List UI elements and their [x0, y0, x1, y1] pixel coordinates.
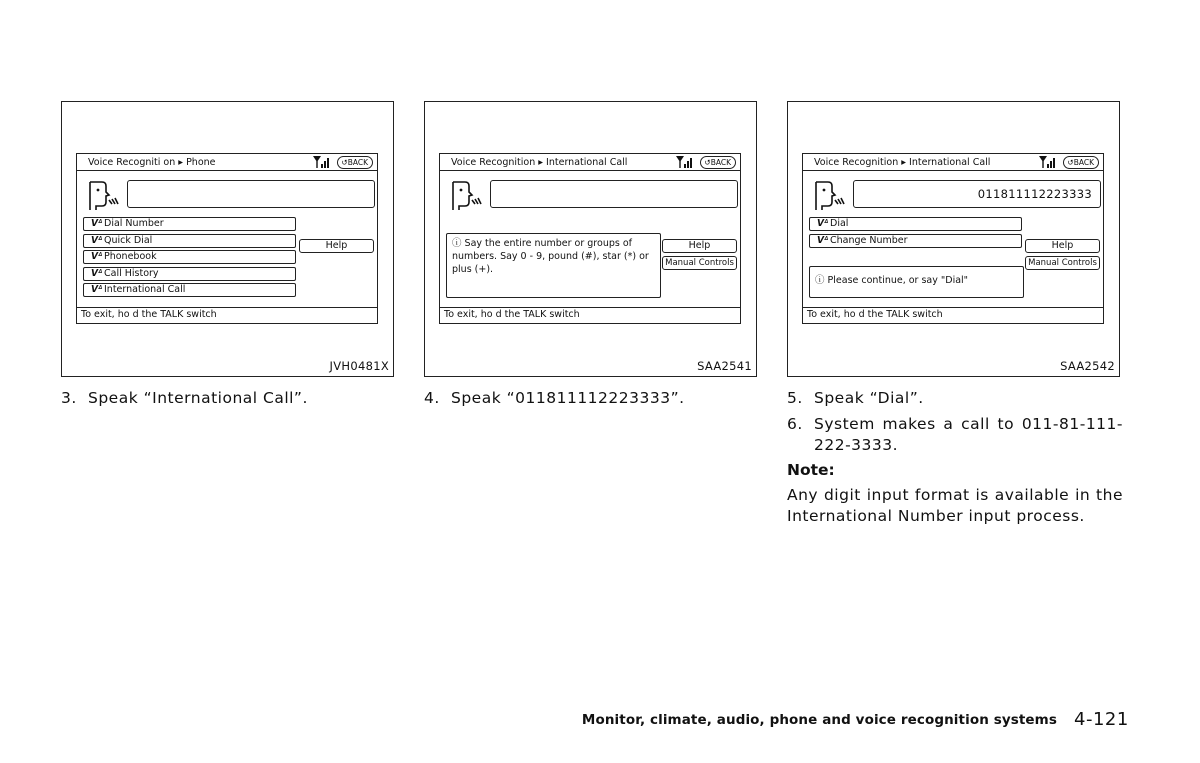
- voice-command-icon: ᐯᐞ: [91, 252, 103, 262]
- menu-item-change-number[interactable]: ᐯᐞChange Number: [809, 234, 1022, 248]
- menu-item-quick-dial[interactable]: ᐯᐞQuick Dial: [83, 234, 296, 248]
- speech-input-box: [490, 180, 738, 208]
- section-title: Monitor, climate, audio, phone and voice recognition systems: [581, 712, 1057, 728]
- step-4: 4. Speak “011811112223333”.: [424, 389, 685, 407]
- screen-international-call-number: [802, 153, 1104, 324]
- screen-title: Voice Recognition ▸ International Call: [803, 154, 1103, 171]
- figure-id: SAA2542: [1060, 359, 1115, 373]
- voice-command-icon: ᐯᐞ: [91, 269, 103, 279]
- signal-icon: [676, 156, 694, 168]
- manual-controls-button[interactable]: Manual Controls: [662, 256, 737, 270]
- info-icon: ⓘ: [452, 238, 462, 249]
- voice-head-icon: [449, 180, 483, 212]
- screen-title: Voice Recogniti on ▸ Phone: [77, 154, 377, 171]
- back-button[interactable]: ↺BACK: [337, 156, 373, 169]
- step-3: 3. Speak “International Call”.: [61, 389, 308, 407]
- menu-item-phonebook[interactable]: ᐯᐞPhonebook: [83, 250, 296, 264]
- help-button[interactable]: Help: [662, 239, 737, 253]
- signal-icon: [1039, 156, 1057, 168]
- note-text: Any digit input format is available in the International Number input process.: [787, 486, 1123, 525]
- screen-footer: To exit, ho d the TALK switch: [440, 307, 740, 323]
- help-button[interactable]: Help: [299, 239, 374, 253]
- voice-command-icon: ᐯᐞ: [817, 236, 829, 246]
- screen-international-call: [439, 153, 741, 324]
- voice-head-icon: [86, 180, 120, 212]
- step-5: 5. Speak “Dial”.: [787, 389, 924, 407]
- info-message-box: ⓘ Please continue, or say "Dial": [809, 266, 1024, 298]
- screen-title: Voice Recognition ▸ International Call: [440, 154, 740, 171]
- note-label: Note:: [787, 461, 835, 479]
- manual-controls-button[interactable]: Manual Controls: [1025, 256, 1100, 270]
- menu-item-dial[interactable]: ᐯᐞDial: [809, 217, 1022, 231]
- voice-command-icon: ᐯᐞ: [817, 219, 829, 229]
- figure-saa2542: [787, 101, 1120, 377]
- menu-item-call-history[interactable]: ᐯᐞCall History: [83, 267, 296, 281]
- info-icon: ⓘ: [815, 275, 825, 286]
- screen-footer: To exit, ho d the TALK switch: [77, 307, 377, 323]
- step-6: 6. System makes a call to 011-81-111-222-3333.: [787, 415, 1123, 454]
- voice-command-icon: ᐯᐞ: [91, 285, 103, 295]
- speech-input-box: [127, 180, 375, 208]
- screen-phone: [76, 153, 378, 324]
- back-button[interactable]: ↺BACK: [700, 156, 736, 169]
- screen-footer: To exit, ho d the TALK switch: [803, 307, 1103, 323]
- figure-jvh0481x: [61, 101, 394, 377]
- figure-id: SAA2541: [697, 359, 752, 373]
- voice-command-icon: ᐯᐞ: [91, 236, 103, 246]
- figure-id: JVH0481X: [329, 359, 389, 373]
- voice-head-icon: [812, 180, 846, 212]
- page-number: 4-121: [1074, 709, 1129, 730]
- figure-saa2541: [424, 101, 757, 377]
- help-button[interactable]: Help: [1025, 239, 1100, 253]
- speech-input-box: 011811112223333: [853, 180, 1101, 208]
- menu-item-dial-number[interactable]: ᐯᐞDial Number: [83, 217, 296, 231]
- signal-icon: [313, 156, 331, 168]
- back-button[interactable]: ↺BACK: [1063, 156, 1099, 169]
- menu-item-international-call[interactable]: ᐯᐞInternational Call: [83, 283, 296, 297]
- info-message-box: ⓘ Say the entire number or groups of numbers. Say 0 - 9, pound (#), star (*) or plus (+).: [446, 233, 661, 298]
- voice-command-icon: ᐯᐞ: [91, 219, 103, 229]
